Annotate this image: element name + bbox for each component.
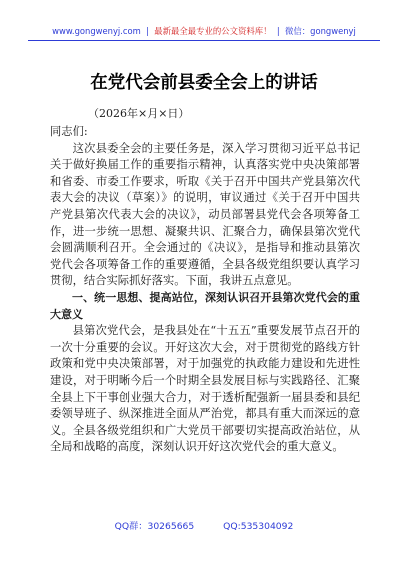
header-separator: | — [143, 26, 152, 36]
qq-contact-text: QQ:535304092 — [223, 521, 294, 532]
section-heading: 一、统一思想、提高站位，深刻认识召开县第次党代会的重大意义 — [50, 290, 360, 321]
qq-group-text: QQ群：30265665 — [114, 521, 195, 532]
site-url-link[interactable]: www.gongwenyj.com — [52, 26, 141, 36]
site-slogan: 最新最全最专业的公文资料库！ — [154, 26, 272, 36]
header-separator: | — [274, 26, 283, 36]
page-header — [28, 26, 380, 37]
page-footer — [0, 521, 408, 533]
document-title: 在党代会前县委全会上的讲话 — [90, 73, 318, 93]
header-rule — [28, 40, 380, 41]
salutation: 同志们: — [50, 125, 88, 138]
document-date: （2026年×月×日） — [88, 107, 190, 120]
document-body — [50, 124, 360, 456]
body-paragraph: 这次县委全会的主要任务是，深入学习贯彻习近平总书记关于做好换届工作的重要指示精神，认真落实党中央决策部署和省委、市委工作要求，听取《关于召开中国共产党县第次代表大会的决议（草案）》的说明，审议通过《关于召开中国共产党县第次代表大会的决议》，动员部署县党代会各项筹备工作，进一步统一思想、凝聚共识、汇聚合力，确保县第次党代会圆满顺利召开。全会通过的《决议》，是指导和推动县第次党代会各项筹备工作的重要遵循，全县各级党组织要认真学习贯彻，结合实际抓好落实。下面，我讲五点意见。 — [50, 141, 360, 288]
wechat-id: 微信：gongwenyj — [285, 26, 356, 36]
body-paragraph: 县第次党代会，是我县处在“十五五”重要发展节点召开的一次十分重要的会议。开好这次大会，对于贯彻党的路线方针政策和党中央决策部署，对于加强党的执政能力建设和先进性建设，对于明晰今后一个时期全县发展目标与实践路径、汇聚全县上下干事创业强大合力，对于透析配强新一届县委和县纪委领导班子、纵深推进全面从严治党，都具有重大而深远的意义。全县各级党组织和广大党员干部要切实提高政治站位，从全局和战略的高度，深刻认识开好这次党代会的重大意义。 — [50, 324, 360, 454]
